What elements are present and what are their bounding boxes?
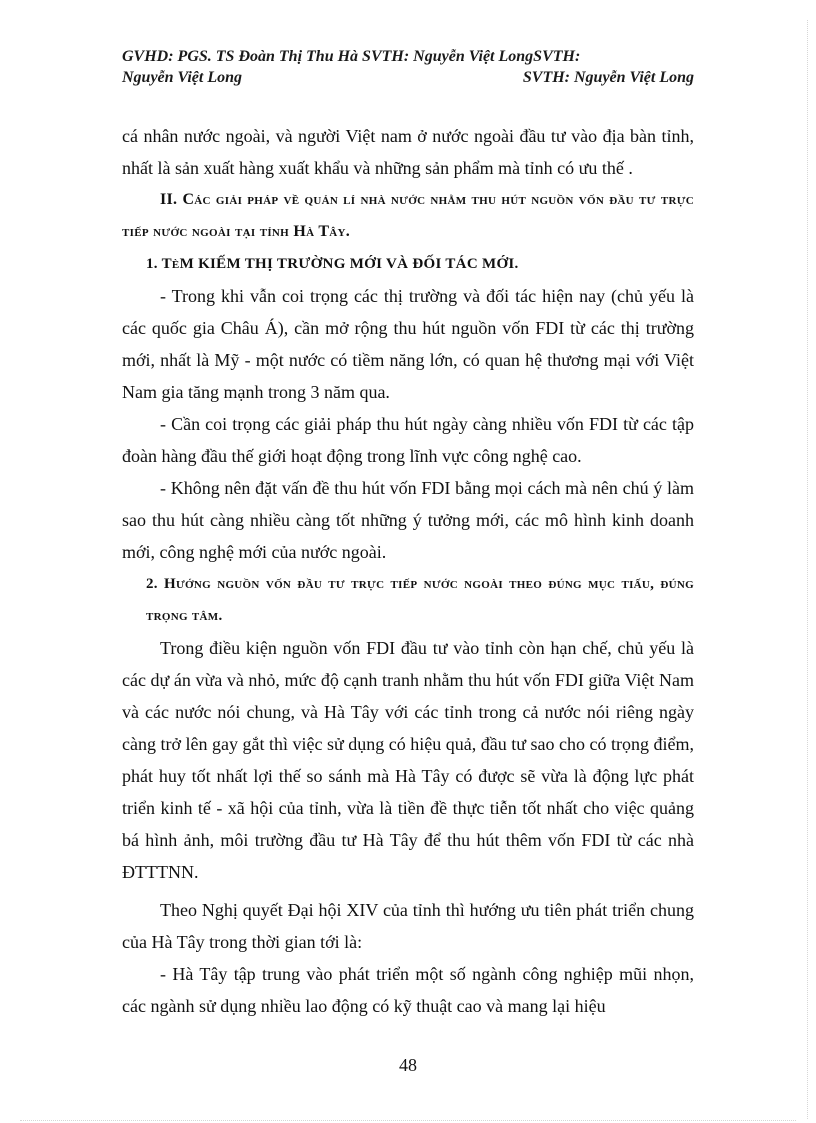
header-line-2: [122, 67, 694, 88]
bullet-paragraph-2: - Cần coi trọng các giải pháp thu hút ngày càng nhiều vốn FDI từ các tập đoàn hàng đầu thế giới hoạt động trong lĩnh vực công nghệ cao.: [122, 414, 694, 466]
continued-paragraph: cá nhân nước ngoài, và người Việt nam ở nước ngoài đầu tư vào địa bàn tỉnh, nhất là sản xuất hàng xuất khẩu và những sản phẩm mà tỉnh có ưu thế .: [122, 126, 694, 178]
document-body: [122, 120, 694, 1022]
bullet-paragraph-1: - Trong khi vẫn coi trọng các thị trường và đối tác hiện nay (chủ yếu là các quốc gia Châu Á), cần mở rộng thu hút nguồn vốn FDI từ các thị trường mới, nhất là Mỹ - một nước có tiềm năng lớn, có quan hệ thương mại với Việt Nam gia tăng mạnh trong 3 năm qua.: [122, 286, 694, 402]
subheading-2: 2. Hướng nguồn vốn đầu tư trực tiếp nước ngoài theo đúng mục tiấu, đúng trọng tâm.: [146, 576, 694, 624]
page-header: [122, 46, 694, 88]
bullet-paragraph-3: - Không nên đặt vấn đề thu hút vốn FDI bằng mọi cách mà nên chú ý làm sao thu hút càng nhiều càng tốt những ý tưởng mới, các mô hình kinh doanh mới, công nghệ mới của nước ngoài.: [122, 478, 694, 562]
header-author-right: SVTH: Nguyễn Việt Long: [522, 69, 694, 86]
body-paragraph-1: Trong điều kiện nguồn vốn FDI đầu tư vào tỉnh còn hạn chế, chủ yếu là các dự án vừa và nhỏ, mức độ cạnh tranh nhằm thu hút vốn FDI giữa Việt Nam và các nước nói chung, và Hà Tây với các tỉnh trong cả nước nói riêng ngày càng trở lên gay gắt thì việc sử dụng có hiệu quả, đầu tư sao cho có trọng điểm, phát huy tốt nhất lợi thế so sánh mà Hà Tây có được sẽ vừa là động lực phát triển kinh tế - xã hội của tỉnh, vừa là tiền đề thực tiễn tốt nhất cho việc quảng bá hình ảnh, môi trường đầu tư Hà Tây để thu hút thêm vốn FDI từ các nhà ĐTTTNN.: [122, 638, 694, 882]
bullet-paragraph-4: - Hà Tây tập trung vào phát triển một số ngành công nghiệp mũi nhọn, các ngành sử dụng nhiều lao động có kỹ thuật cao và mang lại hiệu: [122, 964, 694, 1016]
section-heading-ii: II. Các giải pháp về quản lí nhà nước nhằm thu hút nguồn vốn đầu tư trực tiếp nước ngoài tại tỉnh Hà Tây.: [122, 191, 694, 240]
header-author-left: Nguyễn Việt Long: [122, 69, 243, 86]
page-right-border: [807, 20, 808, 1119]
page-bottom-border: [20, 1120, 796, 1121]
body-paragraph-2: Theo Nghị quyết Đại hội XIV của tỉnh thì hướng ưu tiên phát triển chung của Hà Tây trong thời gian tới là:: [122, 900, 694, 952]
subheading-1: 1. TèM KIẾM THỊ TRƯỜNG MỚI VÀ ĐỐI TÁC MỚI.: [146, 256, 519, 272]
header-line-1: GVHD: PGS. TS Đoàn Thị Thu Hà SVTH: Nguyễn Việt LongSVTH:: [122, 48, 581, 65]
page-number: 48: [399, 1055, 417, 1075]
